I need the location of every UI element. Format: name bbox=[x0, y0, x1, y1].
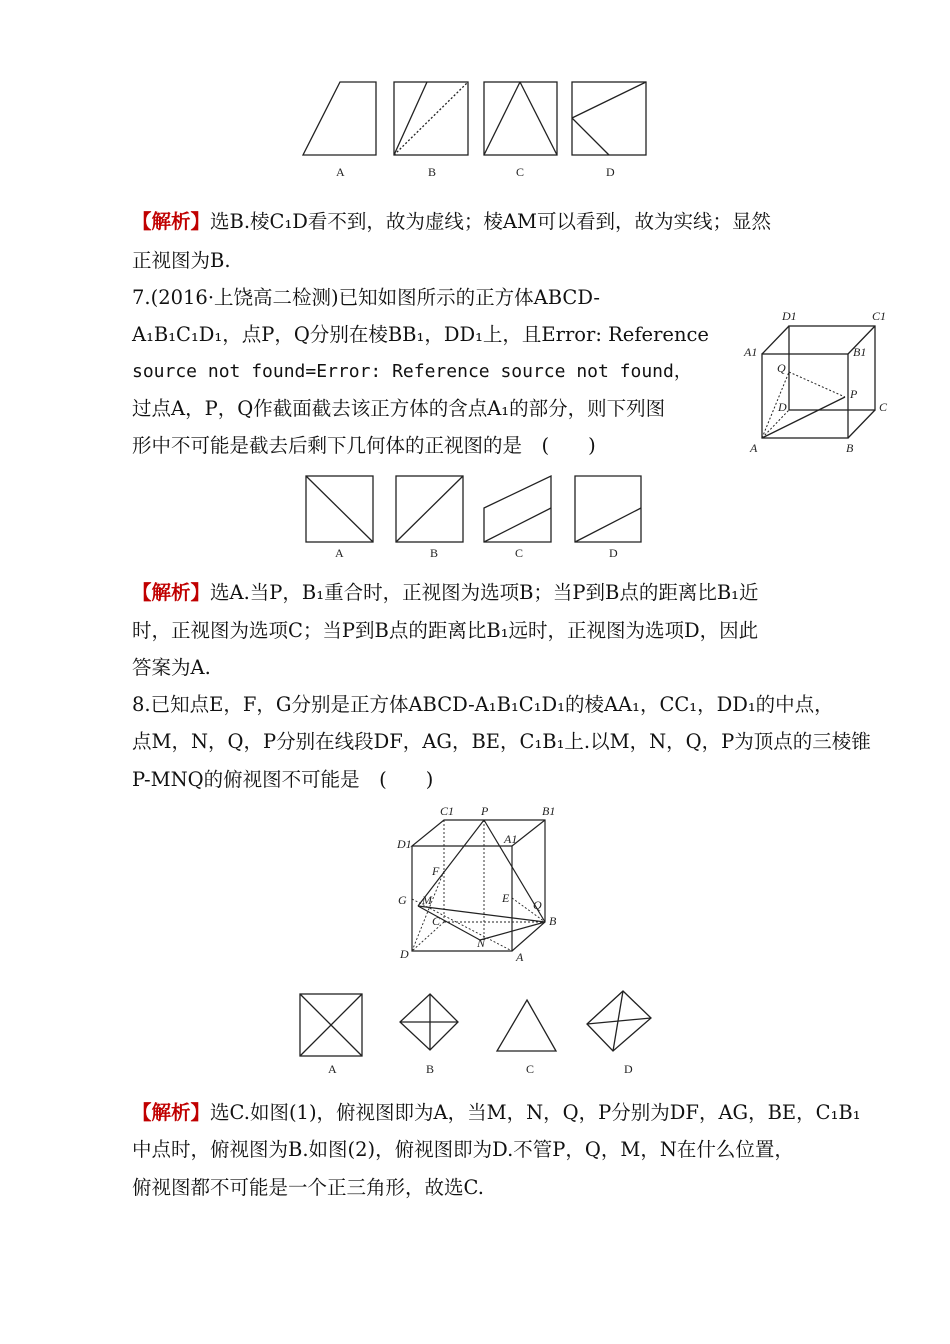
cube8-label-c: C bbox=[432, 914, 441, 928]
cube8-label-a: A bbox=[516, 950, 524, 964]
cube8-label-q: Q bbox=[533, 898, 542, 912]
cube8-label-f: F bbox=[432, 864, 440, 878]
analysis-tag: 【解析】 bbox=[132, 581, 211, 604]
sol7-text1: 选A.当P，B₁重合时，正视图为选项B；当P到B点的距离比B₁近 bbox=[210, 581, 759, 604]
q8-option-d-figure bbox=[587, 991, 651, 1051]
cube8-label-c1: C1 bbox=[440, 804, 455, 818]
q8-line3: P-MNQ的俯视图不可能是 ( ) bbox=[132, 768, 434, 791]
cube7-label-d: D bbox=[778, 400, 787, 414]
sol6-text1: 选B.棱C₁D看不到，故为虚线；棱AM可以看到，故为实线；显然 bbox=[210, 210, 771, 233]
q6-label-d: D bbox=[606, 165, 615, 179]
q8-label-a: A bbox=[328, 1062, 337, 1076]
cube8-label-g: G bbox=[398, 893, 407, 907]
cube7-label-c1: C1 bbox=[872, 309, 887, 323]
q8-label-d: D bbox=[624, 1062, 633, 1076]
cube7-label-d1: D1 bbox=[782, 309, 797, 323]
q8-label-b: B bbox=[426, 1062, 435, 1076]
cube8-label-p: P bbox=[481, 804, 489, 818]
analysis-tag: 【解析】 bbox=[132, 1101, 211, 1124]
q7-label-a: A bbox=[335, 546, 344, 560]
sol8-line1 bbox=[132, 1100, 861, 1126]
cube8-label-m: M bbox=[422, 893, 432, 907]
cube8-label-d1: D1 bbox=[397, 837, 412, 851]
cube8-label-n: N bbox=[477, 936, 486, 950]
cube8-label-a1: A1 bbox=[504, 832, 518, 846]
sol7-line3: 答案为A. bbox=[132, 656, 211, 679]
cube7-label-b: B bbox=[846, 441, 854, 455]
q6-label-b: B bbox=[428, 165, 437, 179]
q8-line1: 8.已知点E，F，G分别是正方体ABCD-A₁B₁C₁D₁的棱AA₁，CC₁，DD₁的中点， bbox=[132, 693, 834, 716]
q8-option-c-figure bbox=[497, 1000, 556, 1051]
q7-label-c: C bbox=[515, 546, 524, 560]
q7-line5: 形中不可能是截去后剩下几何体的正视图的是 ( ) bbox=[132, 434, 596, 457]
cube8-label-e: E bbox=[502, 891, 510, 905]
cube7-label-a1: A1 bbox=[744, 345, 758, 359]
sol6-line2: 正视图为B. bbox=[132, 249, 231, 272]
sol8-text1: 选C.如图(1)，俯视图即为A，当M，N，Q，P分别为DF，AG，BE，C₁B₁ bbox=[210, 1101, 861, 1124]
cube8-label-d: D bbox=[400, 947, 409, 961]
sol8-line2: 中点时，俯视图为B.如图(2)，俯视图即为D.不管P，Q，M，N在什么位置， bbox=[132, 1138, 794, 1161]
q7-text2: A₁B₁C₁D₁，点P，Q分别在棱BB₁，DD₁上，且Error: Reference bbox=[132, 323, 709, 346]
q7-label-d: D bbox=[609, 546, 618, 560]
cube8-label-b: B bbox=[549, 914, 557, 928]
q7-line1: 7.(2016·上饶高二检测)已知如图所示的正方体ABCD- bbox=[132, 286, 600, 309]
q7-line4: 过点A，P，Q作截面截去该正方体的含点A₁的部分，则下列图 bbox=[132, 397, 666, 420]
q6-label-c: C bbox=[516, 165, 525, 179]
cube8-label-b1: B1 bbox=[542, 804, 556, 818]
q8-line2: 点M，N，Q，P分别在线段DF，AG，BE，C₁B₁上.以M，N，Q，P为顶点的三棱锥 bbox=[132, 730, 871, 753]
cube7-label-q: Q bbox=[777, 361, 786, 375]
q8-label-c: C bbox=[526, 1062, 535, 1076]
q8-option-a-figure bbox=[300, 994, 362, 1056]
q6-label-a: A bbox=[336, 165, 345, 179]
analysis-tag: 【解析】 bbox=[132, 210, 211, 233]
cube7-label-b1: B1 bbox=[853, 345, 867, 359]
q7-label-b: B bbox=[430, 546, 439, 560]
cube7-label-c: C bbox=[879, 400, 888, 414]
cube7-label-p: P bbox=[850, 387, 858, 401]
q7-line3: source not found=Error: Reference source not found， bbox=[132, 361, 692, 382]
sol8-line3: 俯视图都不可能是一个正三角形，故选C. bbox=[132, 1176, 484, 1199]
q8-option-b-figure bbox=[400, 994, 458, 1050]
sol7-line2: 时，正视图为选项C；当P到B点的距离比B₁远时，正视图为选项D，因此 bbox=[132, 619, 759, 642]
cube7-label-a: A bbox=[750, 441, 758, 455]
